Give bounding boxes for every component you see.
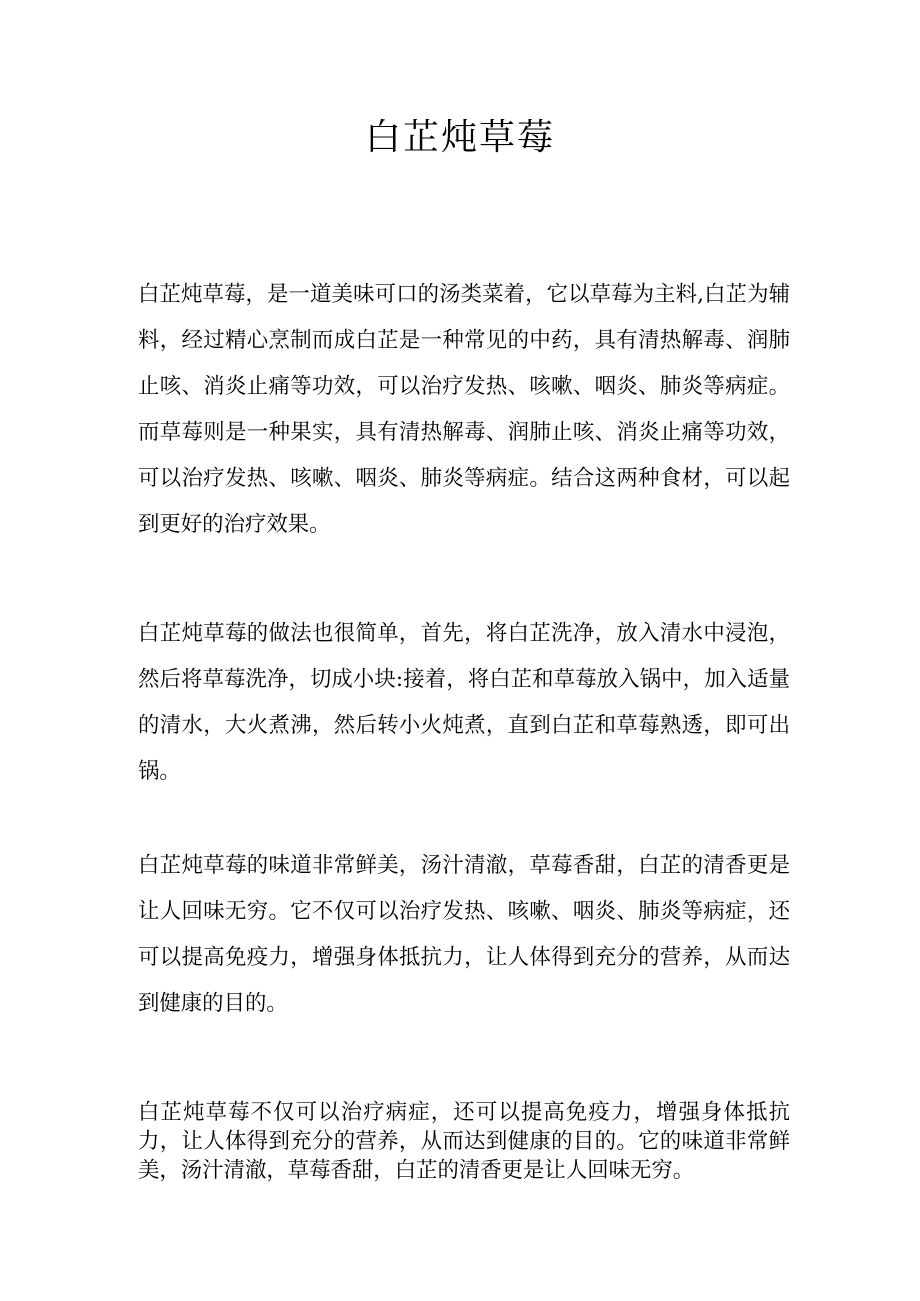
paragraph-summary: 白芷炖草莓不仅可以治疗病症，还可以提高免疫力，增强身体抵抗力，让人体得到充分的营养，从而达到健康的目的。它的味道非常鲜美，汤汁清澈，草莓香甜，白芷的清香更是让人回味无穷。 — [138, 1100, 790, 1183]
paragraph-method: 白芷炖草莓的做法也很简单，首先，将白芷洗净，放入清水中浸泡，然后将草莓洗净，切成小块:接着，将白芷和草莓放入锅中，加入适量的清水，大火煮沸，然后转小火炖煮，直到白芷和草莓熟透，即可出锅。 — [138, 621, 790, 784]
document-title: 白芷炖草莓 — [364, 117, 555, 158]
paragraph-intro: 白芷炖草莓，是一道美味可口的汤类菜着，它以草莓为主料,白芷为辅料，经过精心烹制而成白芷是一种常见的中药，具有清热解毒、润肺止咳、消炎止痛等功效，可以治疗发热、咳嗽、咽炎、肺炎等病症。而草莓则是一种果实，具有清热解毒、润肺止咳、消炎止痛等功效，可以治疗发热、咳嗽、咽炎、肺炎等病症。结合这两种食材，可以起到更好的治疗效果。 — [138, 282, 790, 537]
paragraph-taste: 白芷炖草莓的味道非常鲜美，汤汁清澈，草莓香甜，白芷的清香更是让人回味无穷。它不仅可以治疗发热、咳嗽、咽炎、肺炎等病症，还可以提高免疫力，增强身体抵抗力，让人体得到充分的营养，从而达到健康的目的。 — [138, 853, 790, 1016]
